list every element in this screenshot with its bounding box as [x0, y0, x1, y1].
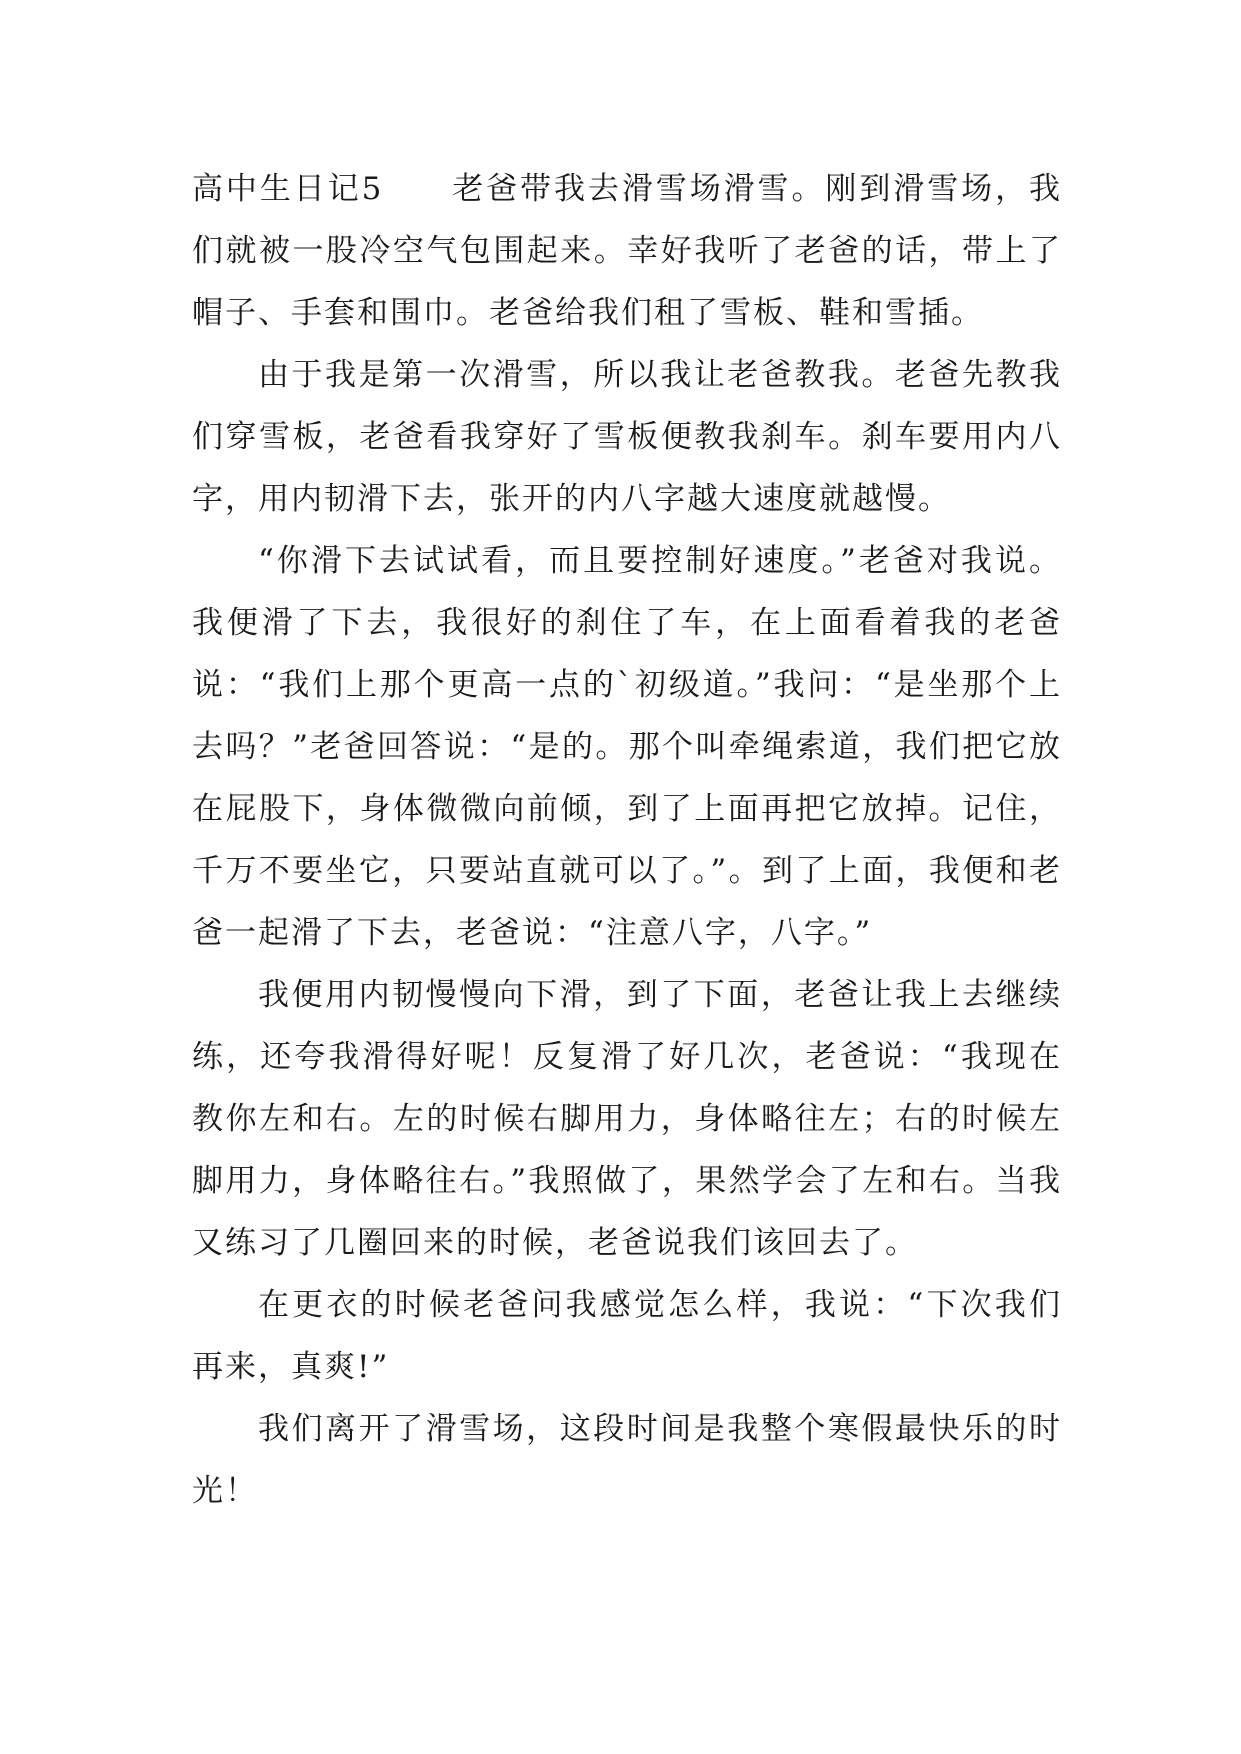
- paragraph-1: 老爸带我去滑雪场滑雪。刚到滑雪场，我们就被一股冷空气包围起来。幸好我听了老爸的话，带上了帽子、手套和围巾。老爸给我们租了雪板、鞋和雪插。: [192, 171, 1063, 331]
- paragraph-5: 在更衣的时候老爸问我感觉怎么样，我说：“下次我们再来，真爽!”: [192, 1287, 1062, 1385]
- diary-heading: 高中生日记5: [192, 171, 384, 207]
- paragraph-3: “你滑下去试试看，而且要控制好速度。”老爸对我说。我便滑了下去，我很好的刹住了车，在上面看着我的老爸说：“我们上那个更高一点的`初级道。”我问：“是坐那个上去吗？”老爸回答说：“是的。那个叫牵绳索道，我们把它放在屁股下，身体微微向前倾，到了上面再把它放掉。记住，千万不要坐它，只要站直就可以了。”。到了上面，我便和老爸一起滑了下去，老爸说：“注意八字，八字。”: [192, 543, 1062, 951]
- document-body: [192, 158, 1062, 1522]
- paragraph-4: 我便用内韧慢慢向下滑，到了下面，老爸让我上去继续练，还夸我滑得好呢！反复滑了好几次，老爸说：“我现在教你左和右。左的时候右脚用力，身体略往左；右的时候左脚用力，身体略往右。”我照做了，果然学会了左和右。当我又练习了几圈回来的时候，老爸说我们该回去了。: [192, 977, 1062, 1261]
- paragraph-6: 我们离开了滑雪场，这段时间是我整个寒假最快乐的时光！: [192, 1411, 1062, 1509]
- paragraph-2: 由于我是第一次滑雪，所以我让老爸教我。老爸先教我们穿雪板，老爸看我穿好了雪板便教我刹车。刹车要用内八字，用内韧滑下去，张开的内八字越大速度就越慢。: [192, 357, 1062, 517]
- first-paragraph: [192, 158, 1062, 344]
